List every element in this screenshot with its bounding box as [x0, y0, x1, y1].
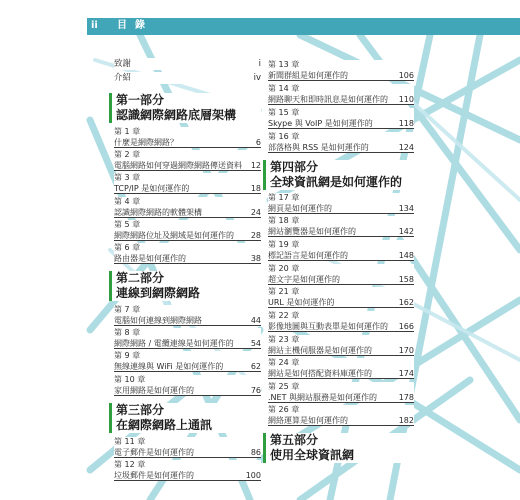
entry-title: 家用網路是如何運作的 — [114, 386, 194, 395]
toc-entry[interactable] — [268, 358, 414, 379]
part-title: 連線到網際網路 — [116, 286, 201, 300]
entry-page: 162 — [398, 298, 414, 307]
toc-entry[interactable] — [268, 60, 414, 81]
entry-page: 166 — [398, 322, 414, 331]
entry-page: 24 — [250, 208, 261, 217]
chapter-number: 第 6 章 — [114, 243, 141, 252]
part-label: 第三部分 — [116, 403, 165, 417]
part-heading[interactable] — [109, 93, 261, 123]
entry-title: 介紹 — [114, 73, 132, 83]
toc-entry[interactable] — [114, 328, 261, 349]
chapter-number: 第 5 章 — [114, 220, 141, 229]
chapter-number: 第 24 章 — [268, 358, 300, 367]
part-label: 第四部分 — [270, 160, 319, 174]
toc-entry[interactable] — [268, 335, 414, 356]
chapter-number: 第 3 章 — [114, 173, 141, 182]
toc-entry[interactable] — [114, 58, 261, 70]
toc-entry[interactable] — [268, 311, 414, 332]
chapter-number: 第 16 章 — [268, 132, 300, 141]
entry-page: 6 — [255, 138, 261, 147]
chapter-number: 第 7 章 — [114, 305, 141, 314]
chapter-number: 第 25 章 — [268, 382, 300, 391]
chapter-number: 第 20 章 — [268, 264, 300, 273]
entry-page: 134 — [398, 204, 414, 213]
entry-page: 110 — [398, 95, 414, 104]
toc-entry[interactable] — [114, 72, 261, 84]
entry-page: 28 — [250, 231, 261, 240]
entry-title: 電腦網路如何穿過網際網路傳送資料 — [114, 161, 242, 170]
entry-title: .NET 與網站服務是如何運作的 — [268, 393, 378, 402]
entry-page: 18 — [250, 184, 261, 193]
toc-entry[interactable] — [268, 193, 414, 214]
entry-page: i — [258, 59, 261, 69]
toc-entry[interactable] — [268, 108, 414, 129]
toc-entry[interactable] — [114, 220, 261, 241]
chapter-number: 第 11 章 — [114, 437, 146, 446]
entry-title: 網頁是如何運作的 — [268, 204, 332, 213]
toc-entry[interactable] — [268, 84, 414, 105]
entry-page: 86 — [250, 448, 261, 457]
entry-page: 54 — [250, 339, 261, 348]
chapter-number: 第 26 章 — [268, 405, 300, 414]
part-title: 全球資訊網是如何運作的 — [270, 175, 403, 189]
part-label: 第一部分 — [116, 93, 165, 107]
entry-title: 什麼是網際網路？ — [114, 138, 178, 147]
entry-title: 影像地圖與互動表單是如何運作的 — [268, 322, 388, 331]
entry-title: 部落格與 RSS 是如何運作的 — [268, 143, 369, 152]
chapter-number: 第 15 章 — [268, 108, 300, 117]
chapter-number: 第 14 章 — [268, 84, 300, 93]
entry-title: 網際網路 / 電纜連線是如何運作的 — [114, 339, 234, 348]
entry-title: 網站是如何搭配資料庫運作的 — [268, 369, 372, 378]
entry-page: 76 — [250, 386, 261, 395]
entry-title: 網站主機伺服器是如何運作的 — [268, 346, 372, 355]
entry-title: 路由器是如何運作的 — [114, 254, 186, 263]
chapter-number: 第 17 章 — [268, 193, 300, 202]
entry-title: 標記語言是如何運作的 — [268, 251, 348, 260]
entry-title: 認識網際網路的軟體架構 — [114, 208, 202, 217]
part-label: 第五部分 — [270, 433, 319, 447]
entry-title: 致謝 — [114, 59, 132, 69]
entry-page: 174 — [398, 369, 414, 378]
toc-entry[interactable] — [268, 216, 414, 237]
toc-entry[interactable] — [268, 382, 414, 403]
toc-entry[interactable] — [114, 375, 261, 396]
part-heading[interactable] — [109, 271, 261, 301]
chapter-number: 第 4 章 — [114, 197, 141, 206]
chapter-number: 第 12 章 — [114, 460, 146, 469]
chapter-number: 第 8 章 — [114, 328, 141, 337]
toc-entry[interactable] — [114, 305, 261, 326]
entry-title: 新聞群組是如何運作的 — [268, 71, 348, 80]
toc-entry[interactable] — [268, 405, 414, 426]
toc-entry[interactable] — [114, 460, 261, 481]
toc-entry[interactable] — [114, 173, 261, 194]
entry-title: 網站瀏覽器是如何運作的 — [268, 227, 356, 236]
entry-page: 62 — [250, 362, 261, 371]
part-heading[interactable] — [109, 403, 261, 433]
entry-page: 178 — [398, 393, 414, 402]
entry-page: 118 — [398, 119, 414, 128]
entry-page: iv — [253, 73, 261, 83]
chapter-number: 第 23 章 — [268, 335, 300, 344]
entry-title: URL 是如何運作的 — [268, 298, 335, 307]
entry-page: 158 — [398, 275, 414, 284]
part-heading[interactable] — [263, 433, 414, 463]
chapter-number: 第 21 章 — [268, 287, 300, 296]
entry-title: 垃圾郵件是如何運作的 — [114, 471, 194, 480]
toc-entry[interactable] — [268, 264, 414, 285]
entry-page: 106 — [398, 71, 414, 80]
entry-title: 超文字是如何運作的 — [268, 275, 340, 284]
entry-title: 網際網路位址及網域是如何運作的 — [114, 231, 234, 240]
page-title: 目錄 — [117, 20, 153, 31]
entry-title: 網絡運算是如何運作的 — [268, 416, 348, 425]
entry-title: TCP/IP 是如何運作的 — [114, 184, 190, 193]
entry-title: 電腦如何連線到網際網路 — [114, 316, 202, 325]
entry-title: 電子郵件是如何運作的 — [114, 448, 194, 457]
entry-page: 100 — [245, 471, 261, 480]
entry-page: 44 — [250, 316, 261, 325]
chapter-number: 第 19 章 — [268, 240, 300, 249]
entry-title: 網路聊天和即時訊息是如何運作的 — [268, 95, 388, 104]
entry-page: 124 — [398, 143, 414, 152]
part-title: 在網際網路上通訊 — [116, 418, 213, 432]
entry-title: Skype 與 VoIP 是如何運作的 — [268, 119, 373, 128]
toc-entry[interactable] — [114, 351, 261, 372]
toc-entry[interactable] — [268, 287, 414, 308]
entry-page: 148 — [398, 251, 414, 260]
toc-entry[interactable] — [114, 197, 261, 218]
entry-page: 170 — [398, 346, 414, 355]
entry-page: 182 — [398, 416, 414, 425]
chapter-number: 第 22 章 — [268, 311, 300, 320]
chapter-number: 第 13 章 — [268, 60, 300, 69]
entry-page: 38 — [250, 254, 261, 263]
chapter-number: 第 18 章 — [268, 216, 300, 225]
part-label: 第二部分 — [116, 271, 165, 285]
chapter-number: 第 10 章 — [114, 375, 146, 384]
chapter-number: 第 1 章 — [114, 127, 141, 136]
toc-entry[interactable] — [114, 127, 261, 148]
toc-entry[interactable] — [268, 132, 414, 153]
toc-entry[interactable] — [114, 437, 261, 458]
toc-entry[interactable] — [114, 243, 261, 264]
part-title: 使用全球資訊網 — [270, 448, 355, 462]
chapter-number: 第 9 章 — [114, 351, 141, 360]
toc-entry[interactable] — [114, 150, 261, 171]
entry-page: 12 — [250, 161, 261, 170]
part-title: 認識網際網路底層架構 — [116, 108, 237, 122]
part-heading[interactable] — [263, 160, 414, 190]
chapter-number: 第 2 章 — [114, 150, 141, 159]
entry-title: 無線連線與 WiFi 是如何運作的 — [114, 362, 224, 371]
entry-page: 142 — [398, 227, 414, 236]
toc-entry[interactable] — [268, 240, 414, 261]
page-number: ii — [91, 20, 98, 31]
